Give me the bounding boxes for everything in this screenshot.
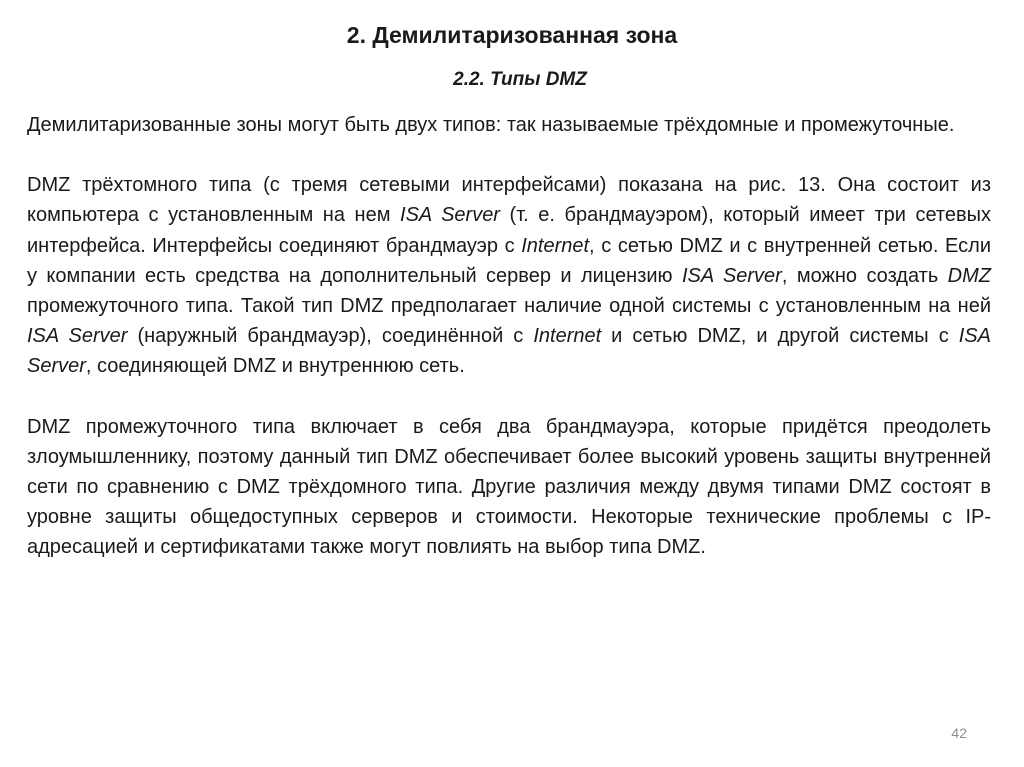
italic-term: ISA Server <box>27 325 991 378</box>
italic-term: ISA Server <box>682 264 782 287</box>
paragraph <box>27 110 991 140</box>
body-text <box>27 110 991 593</box>
section-subtitle: 2.2. Типы DMZ <box>453 69 587 90</box>
italic-term: ISA Server <box>27 325 128 348</box>
text-run: промежуточного типа. Такой тип DMZ предполагает наличие одной системы с установленным на ней <box>27 295 991 318</box>
text-run: , с сетью DMZ и с внутренней сетью. Если у компании есть средства на дополнительный сервер и лицензию <box>27 234 991 287</box>
page-number: 42 <box>951 725 967 741</box>
text-run: , соединяющей DMZ и внутреннюю сеть. <box>85 355 465 378</box>
italic-term: ISA Server <box>400 204 500 227</box>
paragraph <box>27 170 991 381</box>
page-title: 2. Демилитаризованная зона <box>346 22 678 48</box>
italic-term: Internet <box>521 234 590 257</box>
paragraph <box>27 412 991 563</box>
text-run: , можно создать <box>781 264 948 287</box>
italic-term: Internet <box>533 325 602 348</box>
text-run: Демилитаризованные зоны могут быть двух типов: так называемые трёхдомные и промежуточные. <box>27 114 955 136</box>
text-run: DMZ трёхтомного типа (с тремя сетевыми интерфейсами) показана на рис. 13. Она состоит из компьютера с установленным на нем <box>27 174 991 227</box>
text-run: (т. е. брандмауэром), который имеет три сетевых интерфейса. Интерфейсы соединяют брандмауэр с <box>27 204 991 257</box>
text-run: (наружный брандмауэр), соединённой с <box>127 325 534 348</box>
text-run: и сетью DMZ, и другой системы с <box>601 325 959 348</box>
italic-term: DMZ <box>947 264 991 287</box>
text-run: DMZ промежуточного типа включает в себя два брандмауэра, которые придётся преодолеть злоумышленнику, поэтому данный тип DMZ обеспечивает более высокий уровень защиты внутренней сети по сравнению с DMZ трёхдомного типа. Другие различия между двумя типами DMZ состоят в уровне защиты общедоступных серверов и стоимости. Некоторые технические проблемы с IP-адресацией и сертификатами также могут повлиять на выбор типа DMZ. <box>27 415 991 559</box>
